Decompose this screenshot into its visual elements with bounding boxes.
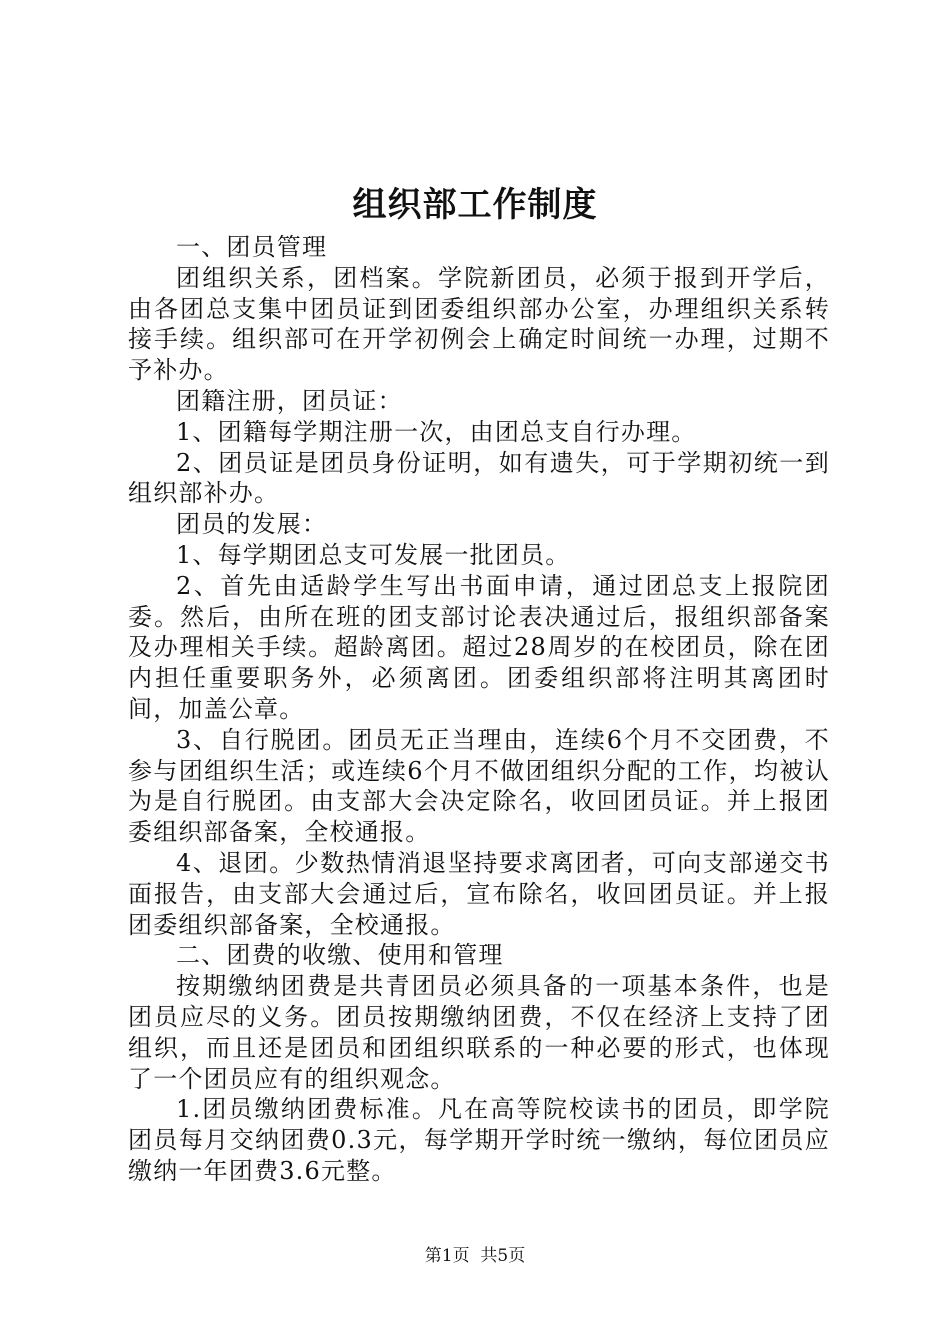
- document-body: [128, 232, 830, 1187]
- section-heading-membership-fees: 二、团费的收缴、使用和管理: [176, 941, 504, 970]
- paragraph-fee-obligation: 按期缴纳团费是共青团员必须具备的一项基本条件，也是团员应尽的义务。团员按期缴纳团费，不仅在经济上支持了团组织，而且还是团员和团组织联系的一种必要的形式，也体现了一个团员应有的组织观念。: [128, 972, 830, 1093]
- list-item-development-3: 3、自行脱团。团员无正当理由，连续6个月不交团费，不参与团组织生活；或连续6个月不做团组织分配的工作，均被认为是自行脱团。由支部大会决定除名，收回团员证。并上报团委组织部备案，全校通报。: [128, 725, 830, 847]
- paragraph-organization-relations: 团组织关系，团档案。学院新团员，必须于报到开学后，由各团总支集中团员证到团委组织部办公室，办理组织关系转接手续。组织部可在开学初例会上确定时间统一办理，过期不予补办。: [128, 263, 830, 385]
- list-item-development-1: 1、每学期团总支可发展一批团员。: [176, 540, 571, 569]
- list-item-registration-2: 2、团员证是团员身份证明，如有遗失，可于学期初统一到组织部补办。: [128, 448, 830, 508]
- total-pages: 共5页: [480, 1246, 526, 1266]
- footer-separator: [470, 1246, 481, 1266]
- list-item-development-4: 4、退团。少数热情消退坚持要求离团者，可向支部递交书面报告，由支部大会通过后，宣布除名，收回团员证。并上报团委组织部备案，全校通报。: [128, 848, 830, 939]
- subheading-development: 团员的发展：: [176, 510, 328, 539]
- document-title: 组织部工作制度: [352, 185, 598, 225]
- section-heading-member-management: 一、团员管理: [176, 233, 328, 261]
- page-footer: [0, 1244, 950, 1268]
- page-number: 第1页: [424, 1246, 470, 1266]
- list-item-fee-standard: 1.团员缴纳团费标准。凡在高等院校读书的团员，即学院团员每月交纳团费0.3元，每学期开学时统一缴纳，每位团员应缴纳一年团费3.6元整。: [128, 1095, 830, 1185]
- list-item-development-2: 2、首先由适龄学生写出书面申请，通过团总支上报院团委。然后，由所在班的团支部讨论表决通过后，报组织部备案及办理相关手续。超龄离团。超过28周岁的在校团员，除在团内担任重要职务外，必须离团。团委组织部将注明其离团时间，加盖公章。: [128, 571, 830, 723]
- list-item-registration-1: 1、团籍每学期注册一次，由团总支自行办理。: [176, 417, 697, 446]
- subheading-registration: 团籍注册，团员证：: [176, 386, 403, 415]
